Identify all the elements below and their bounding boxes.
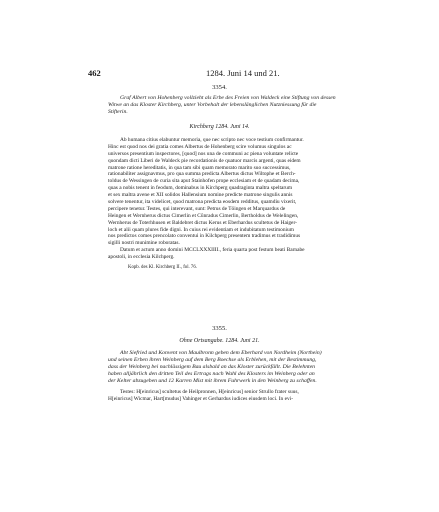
text-line: loch et alii quam plures fide digni. In cuius rei evidentiam et indubitatum testimonium: [108, 226, 294, 233]
page-number: 462: [88, 68, 101, 78]
text-line: Datum et actum anno domini MCCLXXXIIII., feria quarta post festum beati Barnabe: [120, 247, 305, 254]
text-line: quas a nobis tenent in feodum, dominabus in Kirchperg quadraginta maltra speltarum: [108, 185, 293, 192]
page-header: [88, 68, 352, 78]
summary-line: haben alljährlich den dritten Teil des Ertrags nach Wahl des Klosters im Weinberg oder an: [108, 370, 315, 377]
text-line: nos predictos comes prencolato conventui in Kilchperg presentem tradimus et tradidimus: [108, 233, 301, 240]
summary-line: Witwe an das Kloster Kirchberg, unter Vorbehalt der lebenslänglichen Nutzniessung für die: [108, 102, 317, 108]
text-line: H[einricus] Wicmar, Hart[mudus] Vahinger et Gerhardus iudices eiusdem loci. In evi-: [108, 395, 293, 402]
document-number: 3355.: [212, 325, 227, 332]
document-number: 3354.: [212, 84, 227, 91]
text-line: apostoli, in ecclesia Kilchperg.: [108, 254, 175, 261]
text-line: rationabiliter assignavmus, pro qua summa predicta Albertus dictus Wiltophe et Berch-: [108, 171, 296, 178]
summary-line: und seinen Erben ihren Weinberg auf dem Berg Boechse als Erblehen, mit der Bestimmung,: [108, 356, 317, 363]
text-line: toldus de Wessingen de curia sita aput Stainhofen prope ecclesiam et de quadam decima,: [108, 178, 300, 185]
text-line: Heingen et Wernherus dictus Cimerlin et Cûnradus Cimerlin, Bertholdus de Welelingen,: [108, 212, 299, 219]
document-text: [108, 389, 358, 403]
text-line: sigilli nostri munimine roboratas.: [108, 240, 180, 247]
place-date: Kirchberg 1284. Juni 14.: [189, 124, 250, 130]
source-note: Kopb. des Kl. Kirchberg II., fol. 76.: [128, 265, 197, 270]
text-line: Wernherus de Toterhhusen et Baldebret dictus Kerus et Eberhardus scultetus de Haiger-: [108, 219, 297, 226]
summary-line: Graf Albert von Hohenberg vollzieht als Erbe des Freien von Waldeck eine Stiftung von dessen: [120, 95, 336, 101]
document-text: [108, 137, 358, 261]
text-line: percipere tenetur. Testes, qui interevant, sunt: Petrus de Töingen et Marquardus de: [108, 205, 286, 212]
running-title: 1284. Juni 14 und 21.: [206, 68, 280, 78]
text-line: et sex maltra avene et XII solidos Hallensium nomine predicte matrone singulis annis: [108, 192, 293, 199]
text-line: universos presentium inspectores, [quod] nos una de communi ac piena voluntate relicte: [108, 150, 299, 157]
text-line: solvere tenentur, ita videlicet, quod matrona predicta eosdem redditus, quamdiu vixerit,: [108, 199, 297, 206]
summary-line: der Kelter abzugeben und 12 Karren Mist mit ihrem Fuhrwerk in den Weinberg zu schaffen.: [108, 377, 317, 384]
document-summary: [108, 350, 358, 384]
text-line: Hinc est quod nos dei gratia comes Albertus de Hohenberg scire volumus singulos ac: [108, 143, 292, 150]
text-line: Testes: H[einricus] scultetus de Heilpronnen, H[einricus] senior Strullo frater suus,: [120, 389, 299, 395]
place-date: Ohne Ortsangabe. 1284. Juni 21.: [179, 338, 260, 344]
text-line: matrone ratione hereditatis, in qua tam sibi quam memorato marito suo successimus,: [108, 164, 291, 171]
text-line: Ab humana citius elabuntur memoria, que nec scripto nec voce testium confirmantur.: [120, 137, 304, 143]
summary-line: dass der Weinberg bei nachlässigem Bau alsbald an das Kloster zurückfällt. Die Belehnten: [108, 363, 315, 370]
text-line: quondam dicti Liberi de Waldeck pie recordationis de quatuor marcis argenti, quas eidem: [108, 157, 301, 164]
summary-line: Abt Siefried und Konvent von Maulbronn geben dem Eberhard von Nordheim (Northein): [120, 350, 322, 356]
summary-line: Stifterin.: [108, 109, 128, 115]
document-summary: [108, 95, 358, 116]
